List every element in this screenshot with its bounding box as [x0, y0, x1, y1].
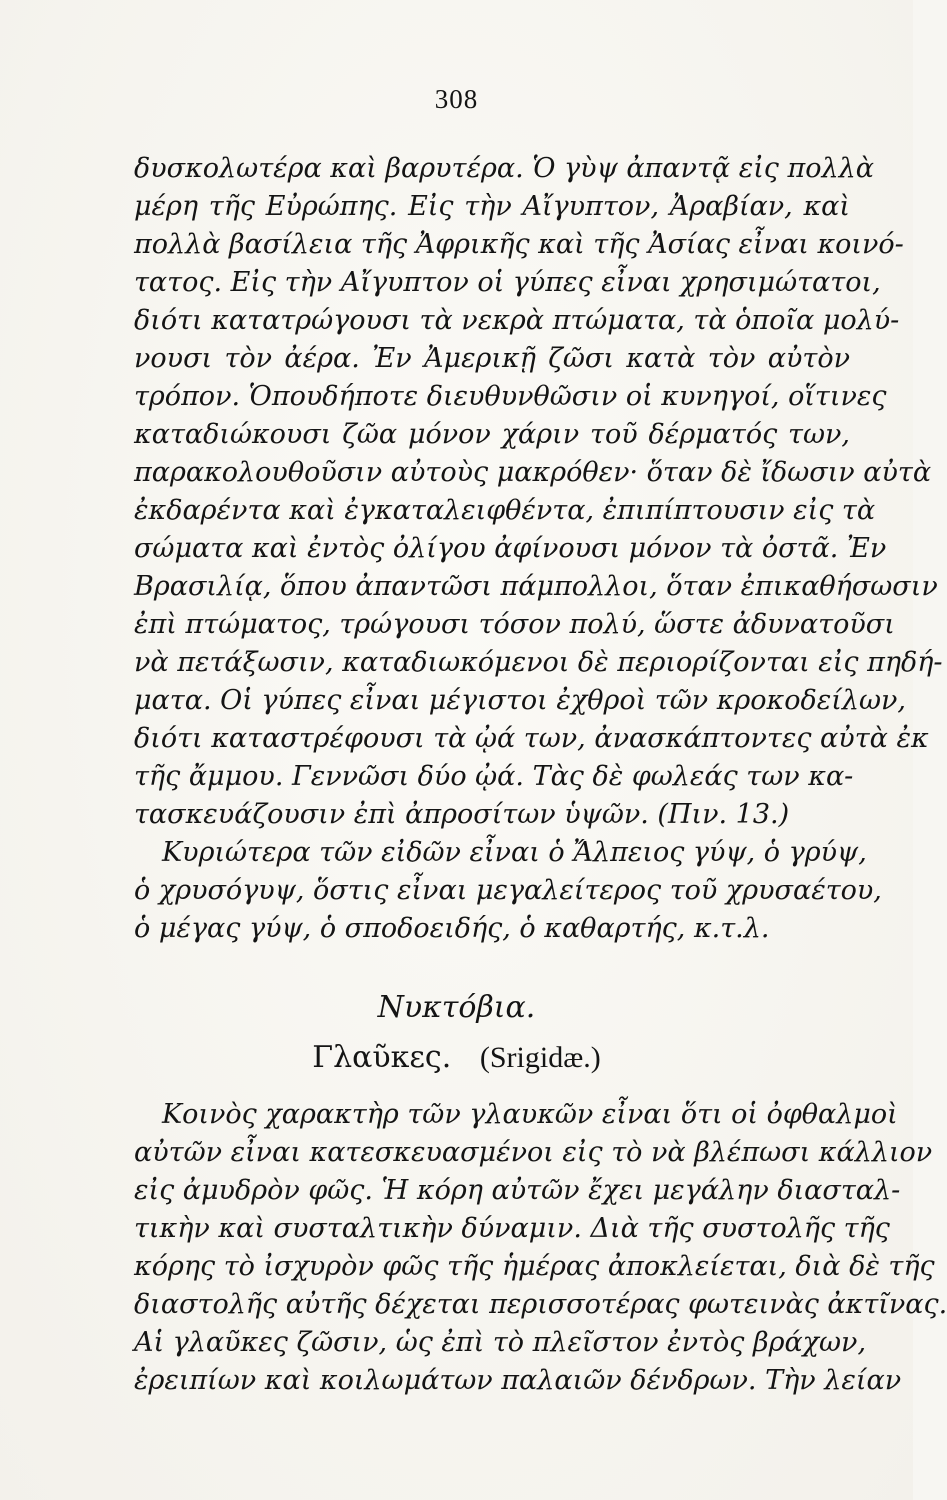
text-line: Βρασιλίᾳ, ὅπου ἀπαντῶσι πάμπολλοι, ὅταν ἐπικαθήσωσιν — [134, 571, 938, 602]
text-line: τῆς ἄμμου. Γεννῶσι δύο ᾠά. Τὰς δὲ φωλεάς των κα- — [134, 761, 854, 792]
text-line: νὰ πετάξωσιν, καταδιωκόμενοι δὲ περιορίζονται εἰς πηδή- — [134, 647, 943, 678]
paragraph-owls — [134, 1096, 947, 1400]
text-line: τατος. Εἰς τὴν Αἴγυπτον οἱ γύπες εἶναι χρησιμώτατοι, — [134, 267, 881, 298]
text-line: δυσκολωτέρα καὶ βαρυτέρα. Ὁ γὺψ ἀπαντᾷ εἰς πολλὰ — [134, 153, 874, 184]
text-line: κόρης τὸ ἰσχυρὸν φῶς τῆς ἡμέρας ἀποκλείεται, διὰ δὲ τῆς — [134, 1251, 935, 1282]
text-line: ἐπὶ πτώματος, τρώγουσι τόσον πολύ, ὥστε ἀδυνατοῦσι — [134, 609, 895, 640]
family-heading-greek: Γλαῦκες. — [312, 1040, 452, 1075]
text-line: μέρη τῆς Εὐρώπης. Εἰς τὴν Αἴγυπτον, Ἀραβίαν, καὶ — [134, 191, 850, 222]
text-line: ματα. Οἱ γύπες εἶναι μέγιστοι ἐχθροὶ τῶν κροκοδείλων, — [134, 685, 906, 716]
paragraph-species — [134, 834, 882, 948]
text-line: πολλὰ βασίλεια τῆς Ἀφρικῆς καὶ τῆς Ἀσίας εἶναι κοινό- — [134, 229, 904, 260]
text-line: τρόπον. Ὁπουδήποτε διευθυνθῶσιν οἱ κυνηγοί, οἵτινες — [134, 381, 887, 412]
text-line: σώματα καὶ ἐντὸς ὀλίγου ἀφίνουσι μόνον τὰ ὀστᾶ. Ἐν — [134, 533, 887, 564]
text-line: Κυριώτερα τῶν εἰδῶν εἶναι ὁ Ἄλπειος γύψ, ὁ γρύψ, — [162, 837, 867, 868]
text-line: καταδιώκουσι ζῶα μόνον χάριν τοῦ δέρματός των, — [134, 419, 850, 450]
family-heading-latin: (Srigidæ.) — [479, 1041, 601, 1074]
text-line: Αἱ γλαῦκες ζῶσιν, ὡς ἐπὶ τὸ πλεῖστον ἐντὸς βράχων, — [134, 1327, 867, 1358]
text-line: τικὴν καὶ συσταλτικὴν δύναμιν. Διὰ τῆς συστολῆς τῆς — [134, 1213, 890, 1244]
text-line: παρακολουθοῦσιν αὐτοὺς μακρόθεν· ὅταν δὲ ἴδωσιν αὐτὰ — [134, 457, 932, 488]
text-line: νουσι τὸν ἀέρα. Ἐν Ἀμερικῇ ζῶσι κατὰ τὸν αὐτὸν — [134, 343, 850, 374]
section-heading: Νυκτόβια. — [377, 990, 536, 1025]
family-heading — [0, 1040, 913, 1075]
text-line: διότι κατατρώγουσι τὰ νεκρὰ πτώματα, τὰ ὁποῖα μολύ- — [134, 305, 900, 336]
text-line: διότι καταστρέφουσι τὰ ᾠά των, ἀνασκάπτοντες αὐτὰ ἐκ — [134, 723, 929, 754]
text-line: ἐρειπίων καὶ κοιλωμάτων παλαιῶν δένδρων. Τὴν λείαν — [134, 1365, 902, 1396]
page-number: 308 — [434, 84, 479, 114]
text-line: ὁ μέγας γύψ, ὁ σποδοειδής, ὁ καθαρτής, κ.τ.λ. — [134, 913, 770, 944]
text-line: διαστολῆς αὐτῆς δέχεται περισσοτέρας φωτεινὰς ἀκτῖνας. — [134, 1289, 947, 1320]
text-line: αὐτῶν εἶναι κατεσκευασμένοι εἰς τὸ νὰ βλέπωσι κάλλιον — [134, 1137, 933, 1168]
text-line: εἰς ἀμυδρὸν φῶς. Ἡ κόρη αὐτῶν ἔχει μεγάλην διασταλ- — [134, 1175, 901, 1206]
paragraph-vultures — [134, 150, 943, 834]
text-line: ὁ χρυσόγυψ, ὅστις εἶναι μεγαλείτερος τοῦ χρυσαέτου, — [134, 875, 882, 906]
text-line: ἐκδαρέντα καὶ ἐγκαταλειφθέντα, ἐπιπίπτουσιν εἰς τὰ — [134, 495, 876, 526]
text-line: Κοινὸς χαρακτὴρ τῶν γλαυκῶν εἶναι ὅτι οἱ ὀφθαλμοὶ — [162, 1099, 898, 1130]
text-line: τασκευάζουσιν ἐπὶ ἀπροσίτων ὑψῶν. (Πιν. 13.) — [134, 799, 790, 830]
